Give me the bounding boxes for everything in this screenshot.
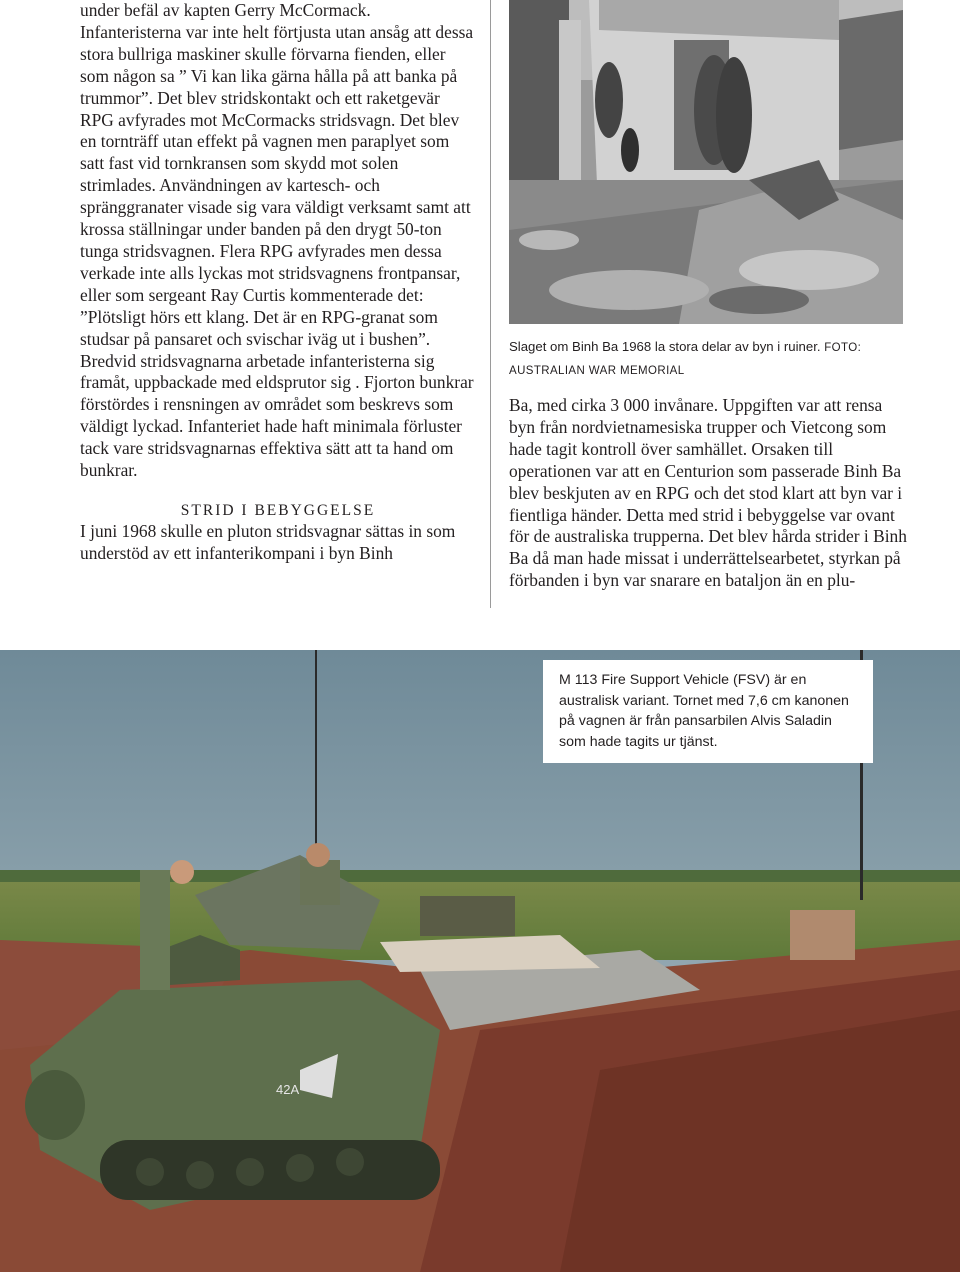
bottom-photo-caption: M 113 Fire Support Vehicle (FSV) är en australisk variant. Tornet med 7,6 cm kanonen på vagnen är från pansarbilen Alvis Saladin som hade tagits ur tjänst. — [543, 660, 873, 763]
vehicle-marking: 42A — [276, 1082, 300, 1097]
column-divider — [490, 0, 491, 608]
binh-ba-ruins-photo — [509, 0, 903, 324]
left-text-column — [80, 0, 476, 565]
right-text-column — [509, 395, 909, 592]
photo-credit: FOTO: AUSTRALIAN WAR MEMORIAL — [509, 342, 862, 377]
section-heading: STRID I BEBYGGELSE — [180, 501, 376, 519]
right-paragraph: Ba, med cirka 3 000 invånare. Uppgiften var att rensa byn från nordvietnamesiska trupper och Vietcong som hade tagit kontroll över samhället. Orsaken till operationen var att en Centurion som passerade Binh Ba blev beskjuten av en RPG och det stod klart att byn var i fientliga händer. Detta med strid i bebyggelse var ovant för de australiska trupperna. Det blev hårda strider i Binh Ba då man hade missat i underrättelsearbetet, styrkan på förbanden i byn var snarare en bataljon än en plu- — [509, 395, 907, 591]
top-photo-caption — [509, 336, 909, 382]
ruins-photo-illustration — [509, 0, 903, 324]
top-photo-caption-text: Slaget om Binh Ba 1968 la stora delar av byn i ruiner. — [509, 339, 821, 354]
left-paragraph-2: I juni 1968 skulle en pluton stridsvagnar sättas in som understöd av ett infanterikompani i byn Binh — [80, 520, 456, 563]
left-paragraph-1: under befäl av kapten Gerry McCormack. Infanteristerna var inte helt förtjusta utan ansåg att dessa stora bullriga maskiner skulle förvarna fienden, eller som någon sa ” Vi kan lika gärna hålla på att banka på trummor”. Det blev stridskontakt och ett raketgevär RPG avfyrades mot McCormacks stridsvagn. Det blev en tornträff utan effekt på vagnen men paraplyet som satt fast vid tornkransen som skydd mot solen strimlades. Användningen av kartesch- och spränggranater visade sig vara väldigt verksamt samt att krossa ställningar under banden på den drygt 50-ton tunga stridsvagnen. Flera RPG avfyrades men dessa verkade inte alls lyckas mot stridsvagnens frontpansar, eller som sergeant Ray Curtis kommenterade det: ”Plötsligt hörs ett klang. Det är en RPG-granat som studsar på pansaret och svischar iväg ut i bushen”. Bredvid stridsvagnarna arbetade infanteristerna sig framåt, uppbackade med eldsprutor sig . Fjorton bunkrar förstördes i rensningen av området som beskrevs som väldigt lyckad. Infanteriet hade haft minimala förluster tack vare stridsvagnarnas effektiva sätt att ta hand om bunkrar. — [80, 0, 474, 481]
